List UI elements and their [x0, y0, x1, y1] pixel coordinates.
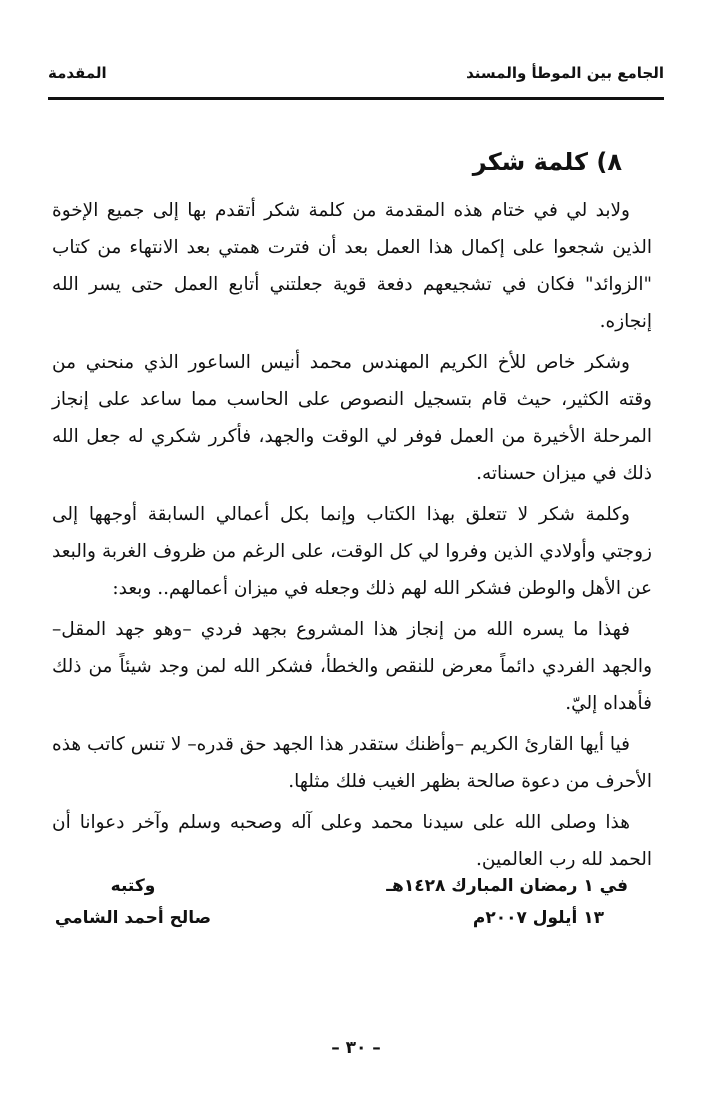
page-body [52, 142, 652, 878]
paragraph: ولابد لي في ختام هذه المقدمة من كلمة شكر أتقدم بها إلى جميع الإخوة الذين شجعوا على إكمال هذا العمل بعد أن فترت همتي بعد الانتهاء من كتاب "الزوائد" فكان في تشجيعهم دفعة قوية جعلتني أتابع العمل حتى يسر الله إنجازه. [52, 200, 652, 332]
written-by-label: وكتبه [110, 876, 156, 896]
header-rule [48, 97, 664, 100]
author-name: صالح أحمد الشامي [54, 908, 212, 928]
running-header [48, 60, 664, 90]
date-hijri: في ١ رمضان المبارك ١٤٢٨هـ [386, 876, 628, 896]
paragraph: وكلمة شكر لا تتعلق بهذا الكتاب وإنما بكل أعمالي السابقة أوجهها إلى زوجتي وأولادي الذين وفروا لي كل الوقت، على الرغم من ظروف الغربة والبعد عن الأهل والوطن فشكر الله لهم ذلك وجعله في ميزان أعمالهم.. وبعد: [52, 504, 652, 599]
date-block [386, 870, 628, 934]
paragraph: فهذا ما يسره الله من إنجاز هذا المشروع بجهد فردي –وهو جهد المقل– والجهد الفردي دائماً معرض للنقص والخطأ، فشكر الله لمن وجد شيئاً من ذلك فأهداه إليّ. [52, 619, 652, 714]
section-title: المقدمة [48, 64, 107, 82]
date-gregorian: ١٣ أيلول ٢٠٠٧م [472, 908, 604, 928]
paragraph: هذا وصلى الله على سيدنا محمد وعلى آله وصحبه وسلم وآخر دعوانا أن الحمد لله رب العالمين. [52, 812, 652, 870]
book-title: الجامع بين الموطأ والمسند [466, 64, 664, 82]
section-heading: ٨) كلمة شكر [472, 148, 622, 176]
page-number: – ٣٠ – [331, 1038, 381, 1058]
paragraph: فيا أيها القارئ الكريم –وأظنك ستقدر هذا الجهد حق قدره– لا تنس كاتب هذه الأحرف من دعوة صالحة بظهر الغيب فلك مثلها. [52, 734, 652, 792]
paragraph: وشكر خاص للأخ الكريم المهندس محمد أنيس الساعور الذي منحني من وقته الكثير، حيث قام بتسجيل النصوص على الحاسب مما ساعد على إنجاز المرحلة الأخيرة من العمل فوفر لي الوقت والجهد، فأكرر شكري له جعل الله ذلك في ميزان حسناته. [52, 352, 652, 484]
author-block [48, 870, 218, 934]
signature-block [48, 870, 652, 940]
